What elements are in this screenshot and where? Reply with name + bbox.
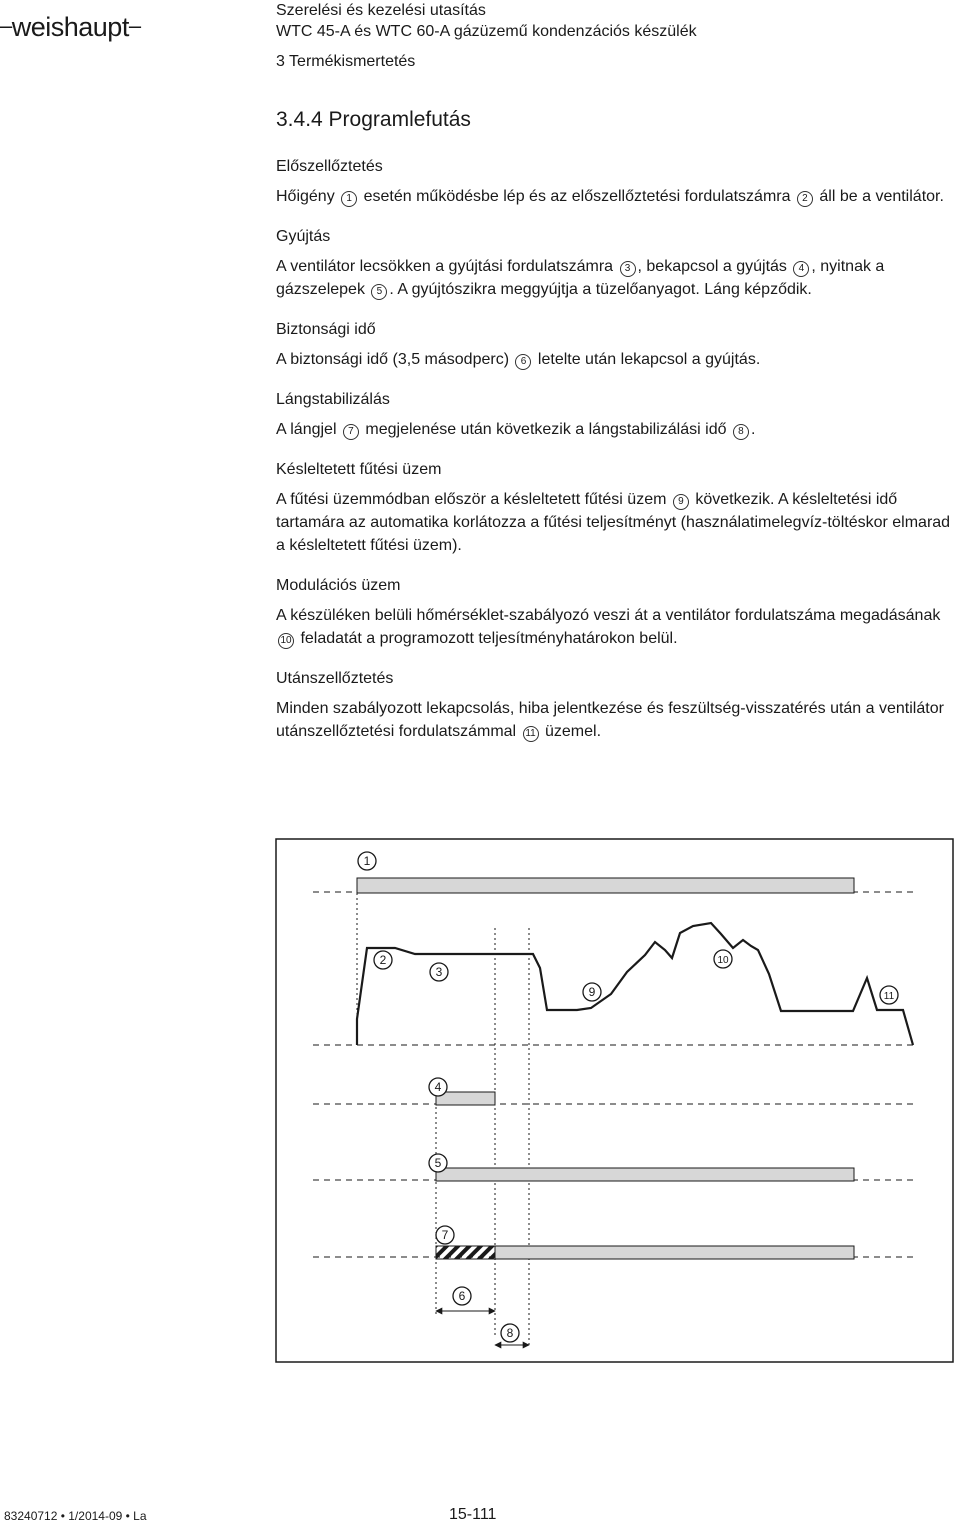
- section-heading: Előszellőztetés: [276, 158, 383, 175]
- footer-page-number: 15-111: [449, 1506, 497, 1523]
- section-flame-stabilization: [276, 391, 956, 441]
- callout-marker: 4: [793, 261, 809, 277]
- callout-11-label: 11: [883, 991, 895, 1002]
- section-heading: Lángstabilizálás: [276, 391, 390, 408]
- callout-2-label: 2: [379, 953, 387, 967]
- section-postpurge: [276, 670, 956, 743]
- callout-marker: 9: [673, 494, 689, 510]
- callout-5-label: 5: [434, 1156, 442, 1170]
- section-text: A biztonsági idő (3,5 másodperc) 6 letelte után lekapcsol a gyújtás.: [276, 351, 761, 368]
- section-text: Minden szabályozott lekapcsolás, hiba jelentkezése és feszültség-visszatérés után a ventilátor utánszellőztetési fordulatszámmal 11 üzemel.: [276, 700, 944, 740]
- footer-document-info: 83240712 • 1/2014-09 • La: [4, 1509, 147, 1523]
- section-heading: Késleltetett fűtési üzem: [276, 461, 442, 478]
- heat-demand-bar: [357, 878, 854, 893]
- header-product-title: WTC 45-A és WTC 60-A gázüzemű kondenzációs készülék: [276, 23, 697, 40]
- section-delayed-heating: [276, 461, 956, 557]
- flame-signal-hatched: [436, 1246, 495, 1259]
- flame-signal-bar: [495, 1246, 854, 1259]
- callout-marker: 1: [341, 191, 357, 207]
- diagram-frame: [276, 839, 953, 1362]
- callout-8-label: 8: [506, 1326, 514, 1340]
- gas-valves-bar: [436, 1168, 854, 1181]
- section-text: A fűtési üzemmódban először a késleltetett fűtési üzem 9 következik. A késleltetési idő tartamára az automatika korlátozza a fűtési teljesítményt (használatimelegvíz-töltéskor elmarad a késleltetett fűtési üzem).: [276, 491, 951, 554]
- weishaupt-logo: –weishaupt–: [0, 12, 141, 42]
- callout-9-label: 9: [588, 985, 596, 999]
- callout-1-label: 1: [363, 854, 371, 868]
- section-title: 3.4.4 Programlefutás: [276, 108, 471, 131]
- fan-speed-curve: [357, 923, 913, 1045]
- header-manual-title: Szerelési és kezelési utasítás: [276, 2, 486, 19]
- callout-marker: 3: [620, 261, 636, 277]
- section-heading: Utánszellőztetés: [276, 670, 394, 687]
- callout-marker: 8: [733, 424, 749, 440]
- section-text: Hőigény 1 esetén működésbe lép és az előszellőztetési fordulatszámra 2 áll be a ventilátor.: [276, 188, 944, 205]
- callout-marker: 2: [797, 191, 813, 207]
- section-prepurge: [276, 158, 956, 208]
- section-ignition: [276, 228, 956, 301]
- program-sequence-diagram: [275, 838, 954, 1363]
- callout-6-label: 6: [458, 1289, 466, 1303]
- section-modulation: [276, 577, 956, 650]
- main-content: [276, 108, 956, 763]
- callout-4-label: 4: [434, 1080, 442, 1094]
- section-text: A ventilátor lecsökken a gyújtási fordulatszámra 3 , bekapcsol a gyújtás 4 , nyitnak a gázszelepek 5 . A gyújtószikra meggyújtja a tüzelőanyagot. Láng képződik.: [276, 258, 885, 298]
- ignition-bar: [436, 1092, 495, 1105]
- callout-marker: 10: [278, 633, 294, 649]
- callout-marker: 11: [523, 726, 539, 742]
- callout-7-label: 7: [441, 1228, 449, 1242]
- callout-marker: 7: [343, 424, 359, 440]
- callout-marker: 5: [371, 284, 387, 300]
- section-text: A lángjel 7 megjelenése után következik a lángstabilizálási idő 8 .: [276, 421, 756, 438]
- section-heading: Gyújtás: [276, 228, 331, 245]
- section-safety-time: [276, 321, 956, 371]
- header-chapter: 3 Termékismertetés: [276, 53, 416, 70]
- callout-3-label: 3: [435, 965, 443, 979]
- section-heading: Modulációs üzem: [276, 577, 401, 594]
- section-heading: Biztonsági idő: [276, 321, 376, 338]
- section-text: A készüléken belüli hőmérséklet-szabályozó veszi át a ventilátor fordulatszáma megadásának 10 feladatát a programozott teljesítményhatárokon belül.: [276, 607, 941, 647]
- callout-marker: 6: [515, 354, 531, 370]
- callout-10-label: 10: [717, 955, 729, 966]
